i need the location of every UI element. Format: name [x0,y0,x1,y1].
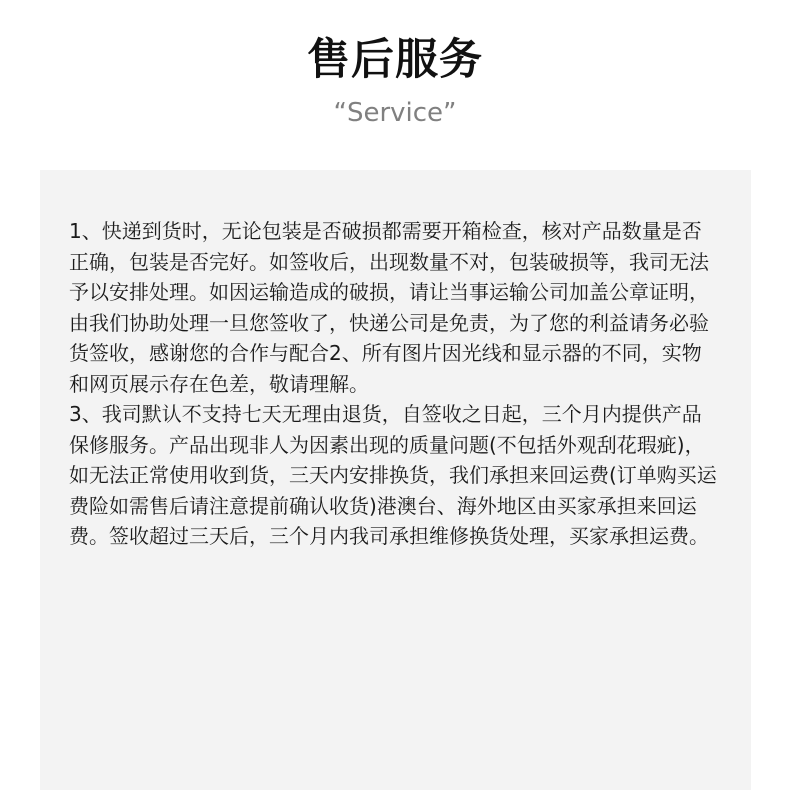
page-title: 售后服务 [307,35,483,85]
service-info-panel [40,170,751,790]
service-info-text [69,216,719,552]
page-subtitle: “Service” [333,98,457,128]
service-paragraph-1: 1、快递到货时，无论包装是否破损都需要开箱检查，核对产品数量是否正确，包装是否完好。如签收后，出现数量不对，包装破损等，我司无法予以安排处理。如因运输造成的破损，请让当事运输公司加盖公章证明，由我们协助处理一旦您签收了，快递公司是免责，为了您的利益请务必验货签收，感谢您的合作与配合2、所有图片因光线和显示器的不同，实物和网页展示存在色差，敬请理解。 [69,219,709,396]
service-paragraph-2: 3、我司默认不支持七天无理由退货，自签收之日起，三个月内提供产品保修服务。产品出现非人为因素出现的质量问题(不包括外观刮花瑕疵)，如无法正常使用收到货，三天内安排换货，我们承担来回运费(订单购买运费险如需售后请注意提前确认收货)港澳台、海外地区由买家承担来回运费。签收超过三天后，三个月内我司承担维修换货处理，买家承担运费。 [69,402,717,548]
